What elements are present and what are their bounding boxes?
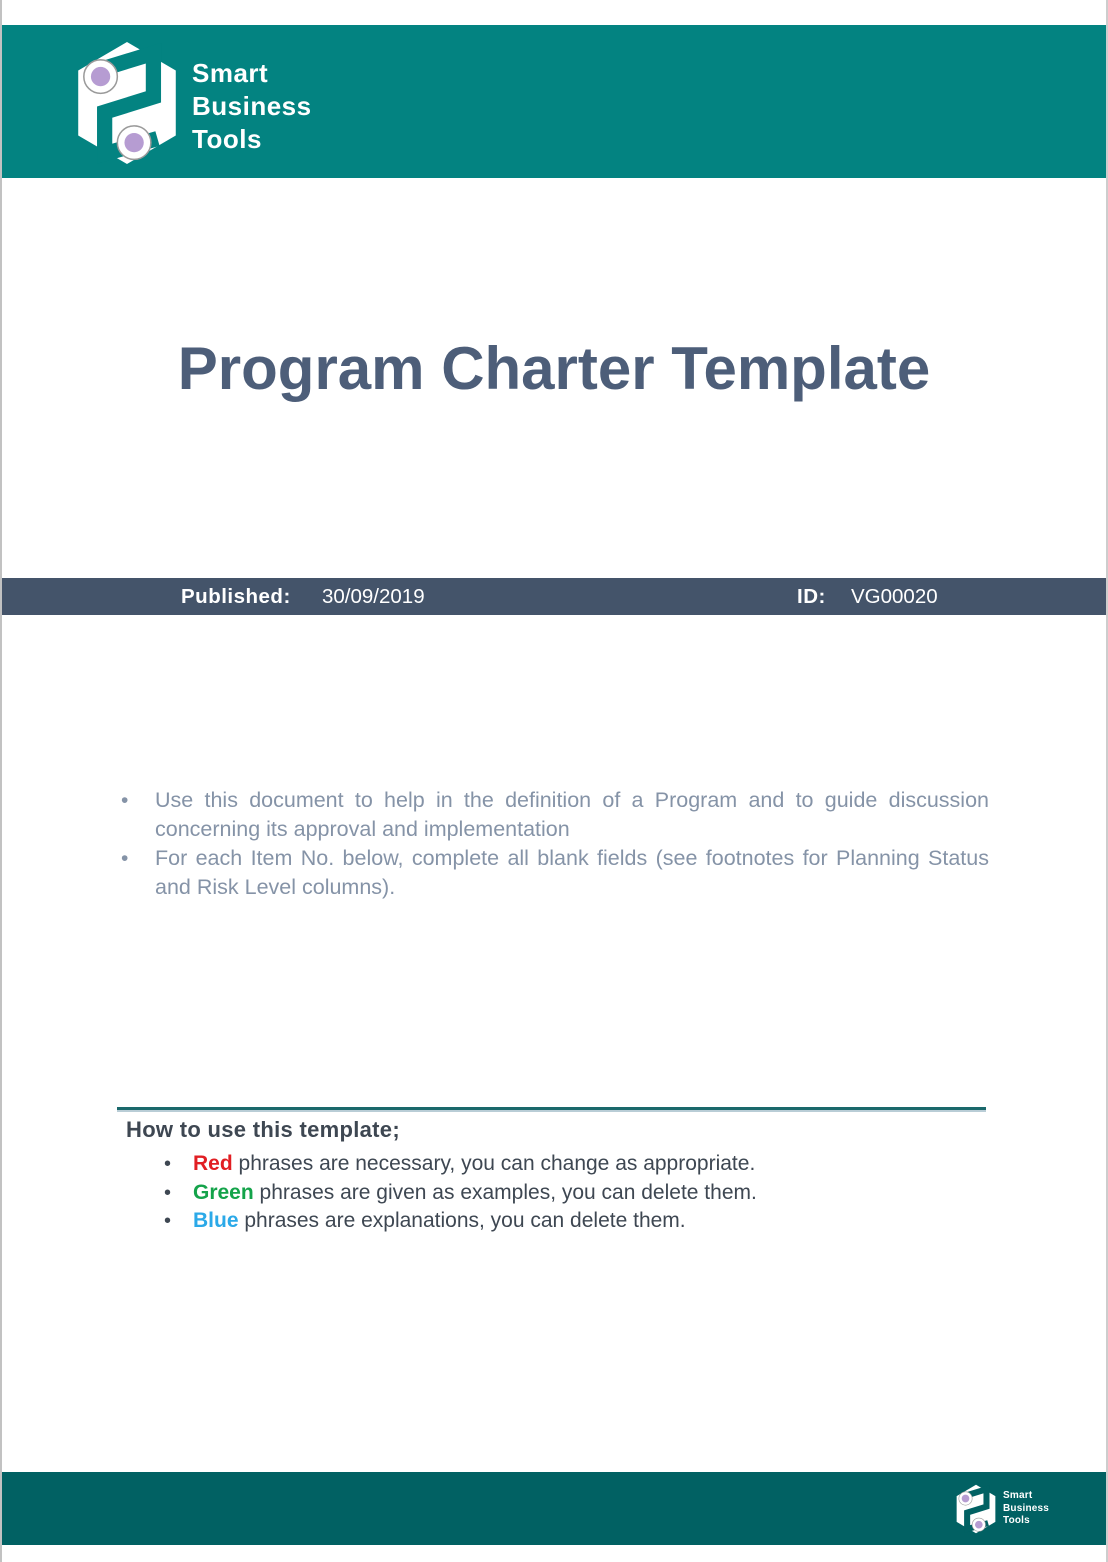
blue-keyword: Blue [193,1209,239,1232]
published-label: Published: [181,585,291,608]
intro-bullet-list [117,786,989,902]
howto-item-green [117,1179,986,1208]
brand-name-line1: Smart [192,58,269,88]
red-keyword: Red [193,1152,233,1175]
page-title: Program Charter Template [177,335,931,402]
teal-divider-rule [117,1107,986,1112]
brand-name-line3: Tools [192,124,262,154]
footer-brand-line2: Business [1003,1502,1050,1514]
footer-brand-line1: Smart [1003,1490,1033,1502]
footer-logo-group [955,1484,1049,1534]
howto-section [117,1107,986,1236]
footer-brand-line3: Tools [1003,1515,1030,1527]
meta-bar [2,578,1106,615]
footer-brand-name [1003,1490,1049,1528]
header-brand-bar [2,25,1106,178]
howto-item-text: phrases are explanations, you can delete them. [238,1209,686,1232]
howto-heading: How to use this template; [126,1117,400,1142]
howto-item-red [117,1150,986,1179]
green-keyword: Green [193,1180,254,1204]
id-label: ID: [797,585,826,608]
smart-business-tools-logo-icon [74,40,180,166]
intro-bullet-item: • Use this document to help in the definition of a Program and to guide discussion concerning its approval and implementation [117,786,989,844]
brand-name-line2: Business [192,91,312,121]
howto-item-text: phrases are given as examples, you can delete them. [253,1180,757,1204]
intro-bullet-item: • For each Item No. below, complete all blank fields (see footnotes for Planning Status and Risk Level columns). [117,844,989,902]
howto-item-text: phrases are necessary, you can change as appropriate. [232,1152,756,1175]
smart-business-tools-logo-icon [955,1484,997,1534]
brand-name [192,57,312,156]
id-value: VG00020 [851,585,938,608]
howto-bullet-list [117,1150,986,1236]
published-value: 30/09/2019 [322,585,425,608]
howto-item-blue [117,1207,986,1236]
footer-brand-bar [2,1472,1106,1545]
